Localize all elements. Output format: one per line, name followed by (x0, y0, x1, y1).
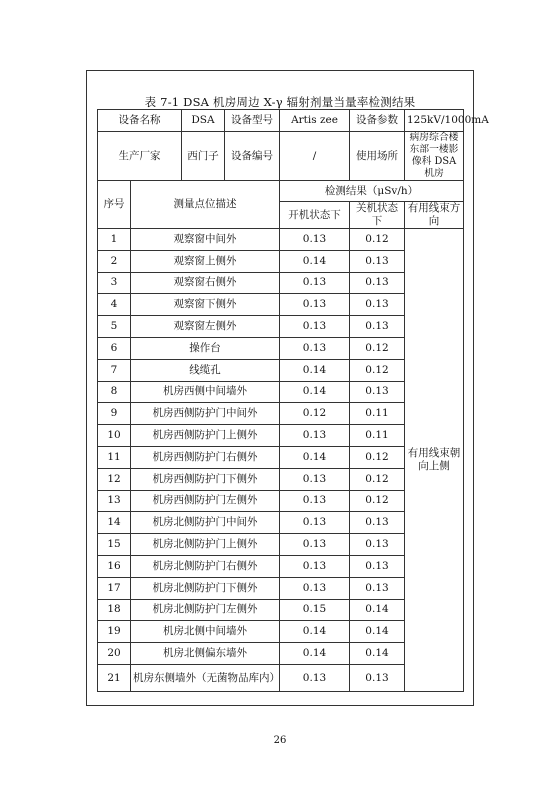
row-description: 机房北侧防护门左侧外 (131, 599, 280, 621)
row-number: 6 (98, 337, 131, 359)
row-number: 5 (98, 316, 131, 338)
row-number: 20 (98, 643, 131, 665)
row-description: 机房西侧中间墙外 (131, 381, 280, 403)
header-row-1 (98, 181, 464, 202)
row-number: 3 (98, 272, 131, 294)
row-on-value: 0.15 (280, 599, 350, 621)
row-on-value: 0.13 (280, 294, 350, 316)
row-on-value: 0.13 (280, 534, 350, 556)
row-on-value: 0.13 (280, 512, 350, 534)
row-off-value: 0.13 (350, 512, 405, 534)
row-description: 机房北侧防护门中间外 (131, 512, 280, 534)
row-number: 14 (98, 512, 131, 534)
info-row-2 (98, 132, 464, 181)
row-on-value: 0.14 (280, 621, 350, 643)
row-on-value: 0.13 (280, 272, 350, 294)
row-off-value: 0.13 (350, 316, 405, 338)
row-on-value: 0.13 (280, 468, 350, 490)
row-description: 机房东侧墙外（无菌物品库内） (131, 664, 280, 691)
table-caption: 表 7-1 DSA 机房周边 X-γ 辐射剂量当量率检测结果 (144, 95, 416, 109)
row-off-value: 0.11 (350, 425, 405, 447)
row-off-value: 0.14 (350, 643, 405, 665)
device-name-label: 设备名称 (98, 110, 182, 132)
row-description: 机房西侧防护门左侧外 (131, 490, 280, 512)
row-number: 19 (98, 621, 131, 643)
row-number: 2 (98, 250, 131, 272)
row-on-value: 0.13 (280, 555, 350, 577)
row-off-value: 0.13 (350, 272, 405, 294)
row-description: 机房北侧中间墙外 (131, 621, 280, 643)
row-off-value: 0.12 (350, 468, 405, 490)
row-description: 机房西侧防护门下侧外 (131, 468, 280, 490)
row-off-value: 0.14 (350, 621, 405, 643)
row-on-value: 0.13 (280, 664, 350, 691)
row-description: 观察窗右侧外 (131, 272, 280, 294)
header-on: 开机状态下 (280, 202, 350, 229)
serial-label: 设备编号 (225, 132, 280, 181)
measurement-table (97, 109, 489, 692)
row-number: 21 (98, 664, 131, 691)
row-description: 机房西侧防护门上侧外 (131, 425, 280, 447)
row-description: 机房西侧防护门右侧外 (131, 446, 280, 468)
row-number: 12 (98, 468, 131, 490)
row-on-value: 0.14 (280, 359, 350, 381)
row-description: 机房北侧防护门下侧外 (131, 577, 280, 599)
row-off-value: 0.13 (350, 250, 405, 272)
row-on-value: 0.13 (280, 425, 350, 447)
row-number: 17 (98, 577, 131, 599)
row-off-value: 0.12 (350, 337, 405, 359)
row-number: 8 (98, 381, 131, 403)
row-on-value: 0.14 (280, 446, 350, 468)
row-number: 11 (98, 446, 131, 468)
row-off-value: 0.13 (350, 555, 405, 577)
row-off-value: 0.13 (350, 534, 405, 556)
row-description: 观察窗左侧外 (131, 316, 280, 338)
row-description: 机房北侧防护门右侧外 (131, 555, 280, 577)
beam-direction-value: 有用线束朝向上侧 (405, 229, 464, 692)
row-on-value: 0.13 (280, 316, 350, 338)
row-on-value: 0.13 (280, 229, 350, 251)
params-value: 125kV/1000mA (405, 110, 464, 132)
row-number: 18 (98, 599, 131, 621)
row-number: 7 (98, 359, 131, 381)
header-off: 关机状态下 (350, 202, 405, 229)
row-off-value: 0.12 (350, 229, 405, 251)
row-off-value: 0.14 (350, 599, 405, 621)
header-desc: 测量点位描述 (131, 181, 280, 229)
row-off-value: 0.12 (350, 359, 405, 381)
serial-value: / (280, 132, 350, 181)
info-row-1 (98, 110, 464, 132)
device-name-value: DSA (182, 110, 225, 132)
manufacturer-value: 西门子 (182, 132, 225, 181)
row-off-value: 0.12 (350, 490, 405, 512)
row-on-value: 0.13 (280, 337, 350, 359)
row-off-value: 0.13 (350, 577, 405, 599)
row-off-value: 0.13 (350, 664, 405, 691)
row-on-value: 0.13 (280, 490, 350, 512)
row-number: 10 (98, 425, 131, 447)
row-description: 操作台 (131, 337, 280, 359)
row-number: 4 (98, 294, 131, 316)
row-description: 观察窗中间外 (131, 229, 280, 251)
row-description: 机房北侧偏东墙外 (131, 643, 280, 665)
row-number: 16 (98, 555, 131, 577)
manufacturer-label: 生产厂家 (98, 132, 182, 181)
row-off-value: 0.13 (350, 294, 405, 316)
row-off-value: 0.11 (350, 403, 405, 425)
row-number: 15 (98, 534, 131, 556)
model-value: Artis zee (280, 110, 350, 132)
row-description: 机房北侧防护门上侧外 (131, 534, 280, 556)
row-on-value: 0.14 (280, 643, 350, 665)
row-on-value: 0.14 (280, 381, 350, 403)
row-description: 观察窗上侧外 (131, 250, 280, 272)
row-off-value: 0.12 (350, 446, 405, 468)
row-description: 线缆孔 (131, 359, 280, 381)
header-result: 检测结果（μSv/h） (280, 181, 464, 202)
table-row (98, 229, 464, 251)
row-description: 观察窗下侧外 (131, 294, 280, 316)
model-label: 设备型号 (225, 110, 280, 132)
page-number: 26 (273, 735, 287, 746)
row-on-value: 0.14 (280, 250, 350, 272)
row-number: 9 (98, 403, 131, 425)
row-description: 机房西侧防护门中间外 (131, 403, 280, 425)
row-on-value: 0.12 (280, 403, 350, 425)
location-value: 病房综合楼东部一楼影像科 DSA 机房 (405, 132, 464, 181)
params-label: 设备参数 (350, 110, 405, 132)
row-number: 13 (98, 490, 131, 512)
header-beam: 有用线束方向 (405, 202, 464, 229)
row-number: 1 (98, 229, 131, 251)
row-on-value: 0.13 (280, 577, 350, 599)
location-label: 使用场所 (350, 132, 405, 181)
header-no: 序号 (98, 181, 131, 229)
row-off-value: 0.13 (350, 381, 405, 403)
